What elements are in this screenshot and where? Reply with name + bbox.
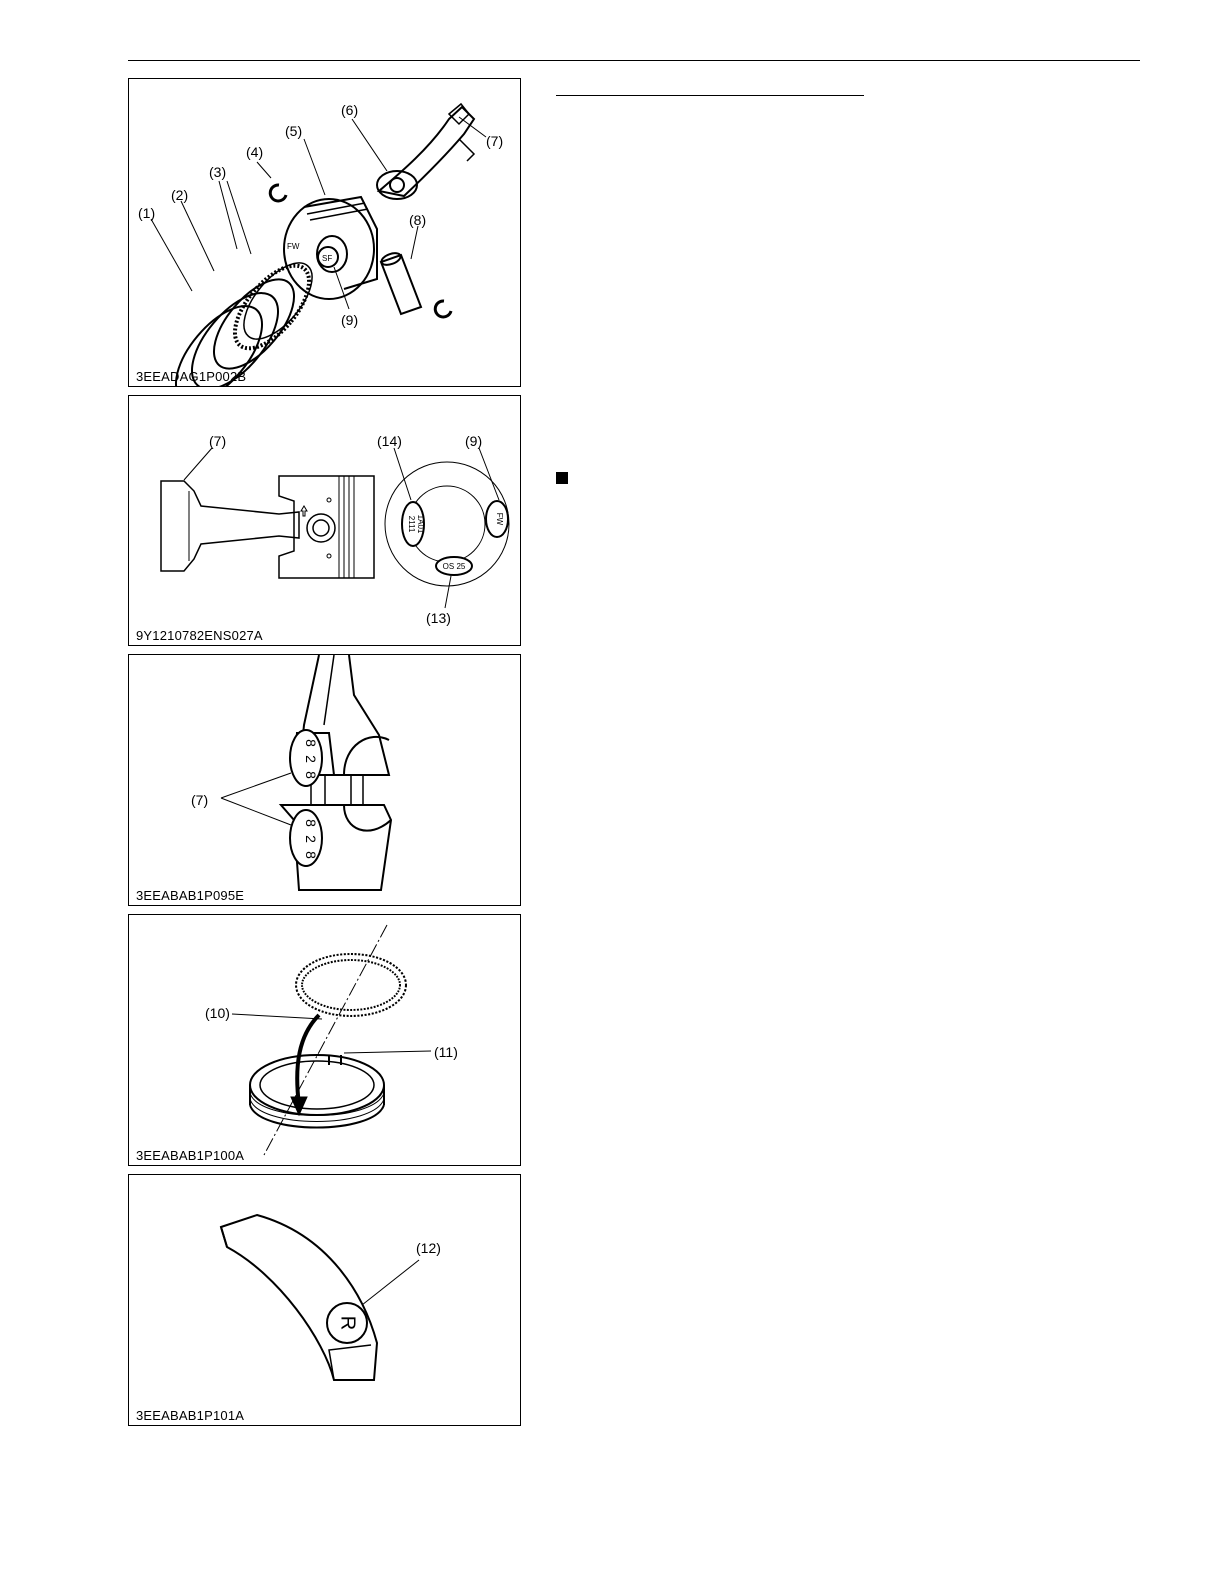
callout-3: (3) (209, 164, 227, 180)
figure-piston-exploded (128, 78, 521, 387)
callout-6: (6) (341, 102, 359, 118)
piston-exploded-illustration (129, 79, 521, 387)
callout-7: (7) (191, 792, 209, 808)
callout-1: (1) (138, 205, 156, 221)
callout-4: (4) (246, 144, 264, 160)
header-rule (128, 60, 1140, 61)
figure-caption: 3EEABAB1P100A (136, 1148, 245, 1163)
figure-ring-mark (128, 1174, 521, 1426)
callout-7: (7) (486, 133, 504, 149)
callout-2: (2) (171, 187, 189, 203)
callout-8: (8) (409, 212, 427, 228)
figure-caption: 3EEADAG1P002B (136, 369, 247, 384)
mark-2111: 2111 (407, 515, 416, 533)
callout-13: (13) (426, 610, 451, 626)
figure-alignment-marks (128, 395, 521, 646)
callout-12: (12) (416, 1240, 441, 1256)
callout-11: (11) (434, 1044, 458, 1060)
callout-5: (5) (285, 123, 303, 139)
mark-digit: 8 (303, 739, 319, 747)
figure-caption: 9Y1210782ENS027A (136, 628, 263, 643)
figure-rod-cap-marks (128, 654, 521, 906)
mark-digit: 2 (303, 755, 319, 763)
callout-9: (9) (465, 433, 483, 449)
callout-14: (14) (377, 433, 402, 449)
ring-mark-illustration (129, 1175, 521, 1426)
mark-digit: 8 (303, 851, 319, 859)
mark-fw: FW (495, 512, 504, 526)
mark-r: R (336, 1315, 359, 1331)
figure-caption: 3EEABAB1P095E (136, 888, 245, 903)
section-title-rule (556, 95, 864, 96)
svg-text:FW: FW (287, 242, 300, 251)
oil-ring-illustration (129, 915, 521, 1166)
mark-digit: 8 (303, 819, 319, 827)
mark-1a01: 1A01 (416, 514, 425, 534)
mark-digit: 8 (303, 771, 319, 779)
section-bullet-icon (556, 472, 568, 484)
mark-digit: 2 (303, 835, 319, 843)
mark-os25: OS 25 (442, 562, 466, 571)
callout-7: (7) (209, 433, 227, 449)
figure-oil-ring-joint (128, 914, 521, 1166)
svg-text:SF: SF (322, 254, 333, 263)
alignment-marks-illustration (129, 396, 521, 646)
callout-9: (9) (341, 312, 359, 328)
figure-caption: 3EEABAB1P101A (136, 1408, 245, 1423)
callout-10: (10) (205, 1005, 230, 1021)
rod-cap-illustration (129, 655, 521, 906)
